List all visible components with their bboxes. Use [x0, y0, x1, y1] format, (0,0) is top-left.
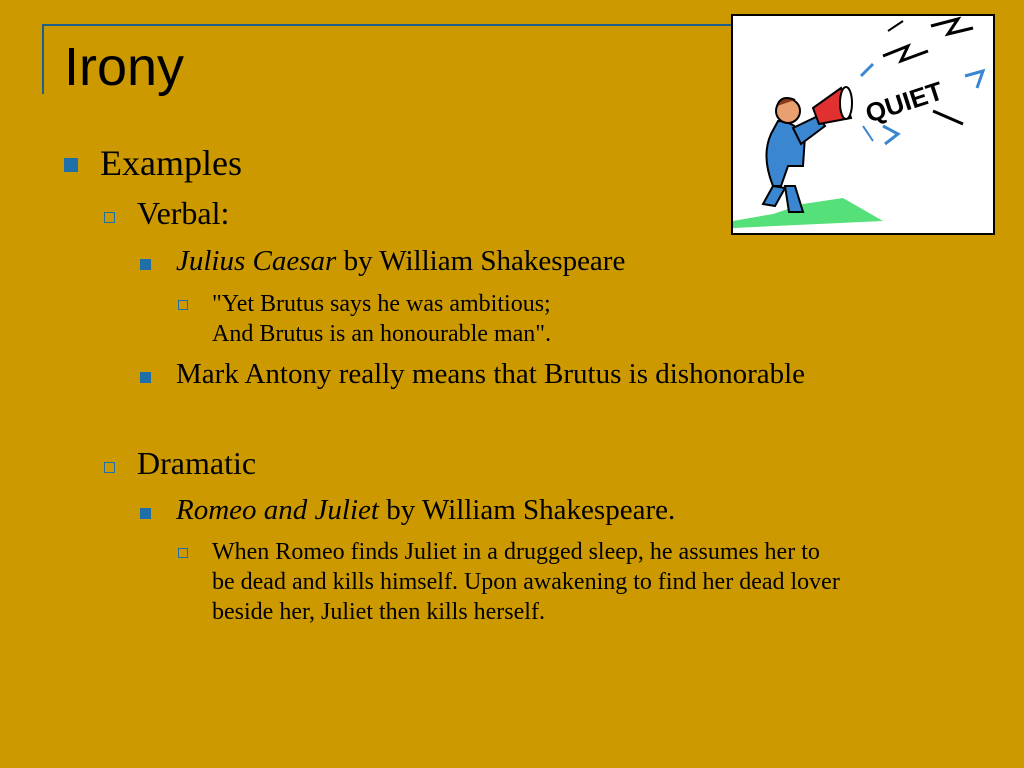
work-author: by William Shakespeare	[336, 245, 626, 277]
bullet-square-icon	[140, 259, 151, 270]
bullet-box-icon	[104, 212, 115, 223]
quiet-sign-text: QUIET	[861, 75, 947, 129]
bullet-mark-antony: Mark Antony really means that Brutus is dishonorable	[176, 358, 806, 390]
bullet-description-line2: be dead and kills himself. Upon awakening to find her dead lover	[212, 569, 840, 595]
bullet-dramatic: Dramatic	[137, 445, 257, 481]
bullet-romeo-juliet	[176, 494, 675, 527]
bullet-description-line1: When Romeo finds Juliet in a drugged sleep, he assumes her to	[212, 539, 820, 565]
bullet-julius-caesar	[176, 245, 625, 278]
bullet-box-icon	[104, 462, 115, 473]
work-title: Romeo and Juliet	[176, 494, 379, 526]
bullet-square-icon	[140, 372, 151, 383]
work-author: by William Shakespeare.	[378, 494, 676, 526]
bullet-examples: Examples	[100, 143, 242, 183]
bullet-box-icon	[178, 300, 188, 310]
slide-title: Irony	[64, 37, 185, 97]
bullet-box-icon	[178, 548, 188, 558]
work-title: Julius Caesar	[176, 245, 337, 277]
bullet-square-icon	[140, 508, 151, 519]
bullet-square-icon	[64, 158, 78, 172]
bullet-verbal: Verbal:	[137, 195, 230, 231]
bullet-description-line3: beside her, Juliet then kills herself.	[212, 599, 545, 625]
bullet-quote-line1: "Yet Brutus says he was ambitious;	[212, 291, 551, 317]
bullet-quote-line2: And Brutus is an honourable man".	[212, 321, 552, 347]
